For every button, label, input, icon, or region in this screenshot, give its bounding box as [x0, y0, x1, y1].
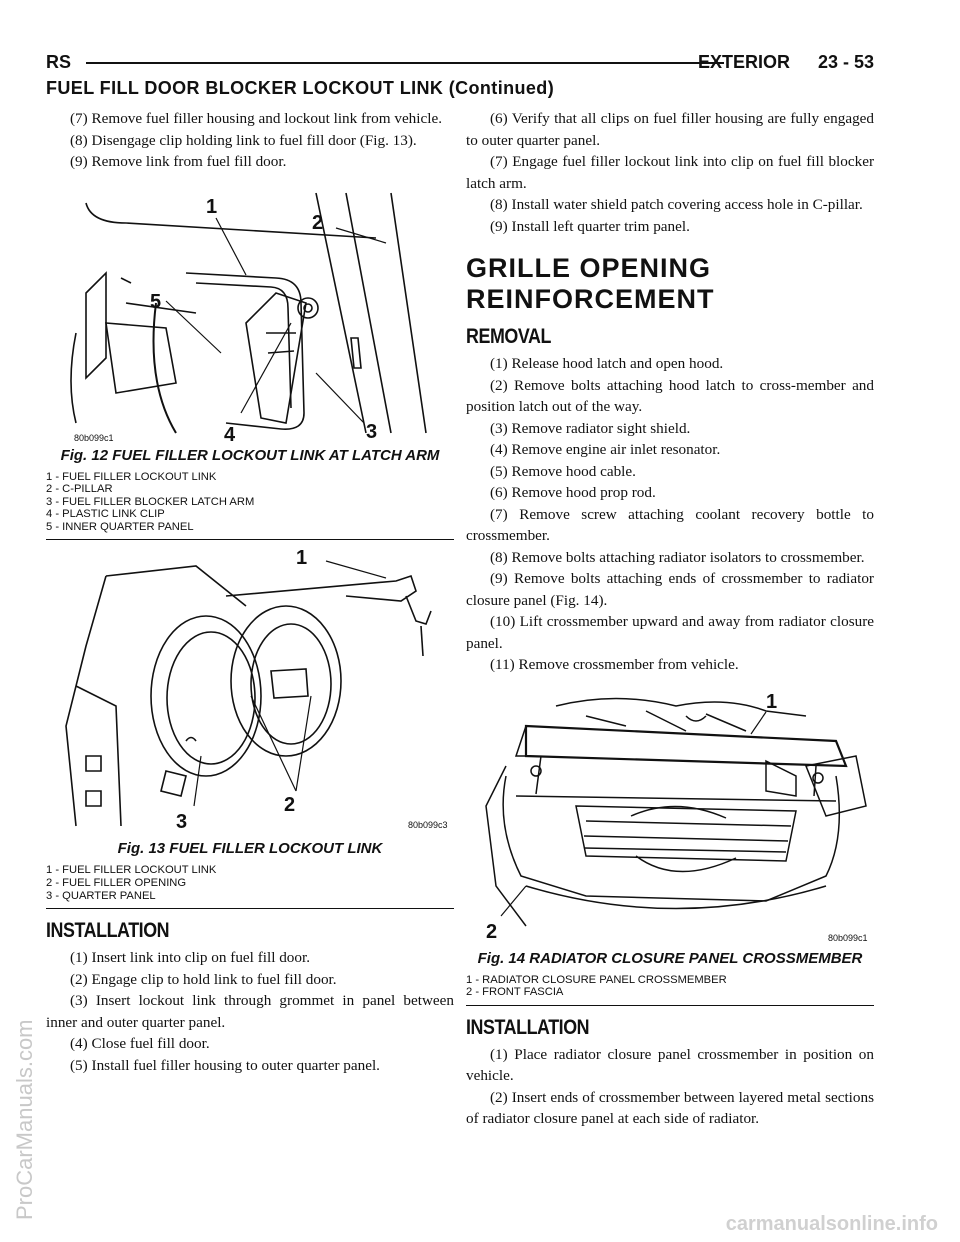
- figure-13: [46, 546, 454, 909]
- step-text: (9) Remove link from fuel fill door.: [70, 153, 287, 170]
- right-column: [466, 108, 874, 1130]
- step-text: (5) Install fuel filler housing to outer quarter panel.: [70, 1056, 380, 1074]
- legend-item: 1 - RADIATOR CLOSURE PANEL CROSSMEMBER: [466, 973, 727, 986]
- fig13-code: 80b099c3: [408, 820, 448, 831]
- step-text: (3) Insert lockout link through grommet in panel between inner and outer quarter panel.: [46, 992, 454, 1031]
- fig14-code: 80b099c1: [828, 932, 868, 943]
- legend-item: 3 - QUARTER PANEL: [46, 889, 156, 902]
- fig12-callout-1: 1: [206, 195, 218, 218]
- fig12-callout-3: 3: [366, 420, 378, 443]
- legend-item: 4 - PLASTIC LINK CLIP: [46, 508, 165, 521]
- header-rule: [86, 62, 724, 64]
- removal-heading: REMOVAL: [466, 325, 551, 348]
- fig12-code: 80b099c1: [74, 432, 114, 443]
- step-text: (2) Remove bolts attaching hood latch to cross-member and position latch out of the way.: [466, 376, 874, 415]
- legend-item: 3 - FUEL FILLER BLOCKER LATCH ARM: [46, 495, 255, 508]
- legend-item: 5 - INNER QUARTER PANEL: [46, 520, 194, 533]
- step-text: (7) Engage fuel filler lockout link into clip on fuel fill blocker latch arm.: [466, 153, 874, 192]
- step-text: (6) Remove hood prop rod.: [490, 484, 656, 501]
- step-text: (1) Insert link into clip on fuel fill door.: [70, 949, 311, 967]
- legend-item: 1 - FUEL FILLER LOCKOUT LINK: [46, 470, 217, 483]
- legend-item: 2 - FRONT FASCIA: [466, 986, 564, 999]
- step-text: (11) Remove crossmember from vehicle.: [490, 656, 739, 673]
- step-text: (4) Remove engine air inlet resonator.: [490, 441, 721, 458]
- step-text: (4) Close fuel fill door.: [70, 1035, 210, 1053]
- legend-item: 2 - FUEL FILLER OPENING: [46, 877, 187, 890]
- header-model: RS: [46, 52, 72, 72]
- legend-item: 2 - C-PILLAR: [46, 483, 113, 496]
- step-text: (1) Place radiator closure panel crossmember in position on vehicle.: [466, 1045, 874, 1085]
- fig12-legend: [46, 465, 454, 540]
- figure-14: [466, 686, 874, 1006]
- header-page-number: 23 - 53: [817, 52, 874, 72]
- step-text: (2) Engage clip to hold link to fuel fill door.: [70, 970, 337, 988]
- installation-heading: INSTALLATION: [466, 1015, 590, 1039]
- step-text: (9) Remove bolts attaching ends of crossmember to radiator closure panel (Fig. 14).: [466, 570, 874, 609]
- installation-heading: INSTALLATION: [46, 919, 170, 943]
- fig14-caption: Fig. 14 RADIATOR CLOSURE PANEL CROSSMEMBER: [477, 949, 863, 967]
- footer-watermark: carmanualsonline.info: [725, 1213, 938, 1235]
- fig13-illustration: [46, 546, 454, 838]
- fig12-caption: Fig. 12 FUEL FILLER LOCKOUT LINK AT LATCH ARM: [60, 446, 440, 464]
- step-text: (8) Remove bolts attaching radiator isolators to crossmember.: [490, 548, 865, 566]
- fig13-legend: [46, 858, 454, 908]
- step-text: (2) Insert ends of crossmember between layered metal sections of radiator closure panel at each side of radiator.: [466, 1088, 874, 1128]
- figure-12: [46, 183, 454, 541]
- step-text: (8) Install water shield patch covering access hole in C-pillar.: [490, 196, 863, 213]
- fig13-callout-3: 3: [176, 811, 188, 834]
- fig13-caption: Fig. 13 FUEL FILLER LOCKOUT LINK: [117, 840, 383, 858]
- left-column: [46, 108, 454, 1076]
- continued-title: FUEL FILL DOOR BLOCKER LOCKOUT LINK (Continued): [46, 78, 555, 98]
- fig12-illustration: [46, 183, 454, 445]
- fig13-callout-1: 1: [296, 547, 308, 570]
- fig14-callout-2: 2: [486, 920, 498, 943]
- page-header: [46, 52, 874, 74]
- step-text: (9) Install left quarter trim panel.: [490, 217, 690, 235]
- fig14-callout-1: 1: [766, 690, 778, 713]
- step-text: (10) Lift crossmember upward and away from radiator closure panel.: [466, 613, 874, 652]
- header-section: EXTERIOR: [697, 52, 790, 72]
- fig14-legend: [466, 968, 874, 1005]
- fig12-callout-5: 5: [150, 290, 162, 313]
- section-heading: GRILLE OPENING REINFORCEMENT: [466, 253, 715, 314]
- step-text: (3) Remove radiator sight shield.: [490, 419, 691, 437]
- step-text: (7) Remove fuel filler housing and lockout link from vehicle.: [70, 110, 442, 127]
- fig12-callout-4: 4: [224, 423, 236, 445]
- step-text: (8) Disengage clip holding link to fuel fill door (Fig. 13).: [70, 131, 417, 149]
- fig13-callout-2: 2: [284, 794, 296, 817]
- step-text: (1) Release hood latch and open hood.: [490, 355, 724, 372]
- step-text: (7) Remove screw attaching coolant recovery bottle to crossmember.: [466, 505, 874, 544]
- step-text: (6) Verify that all clips on fuel filler housing are fully engaged to outer quarter panel.: [466, 110, 874, 149]
- fig14-illustration: [466, 686, 874, 948]
- fig12-callout-2: 2: [312, 211, 324, 234]
- side-watermark: ProCarManuals.com: [12, 1019, 37, 1220]
- legend-item: 1 - FUEL FILLER LOCKOUT LINK: [46, 864, 217, 877]
- step-text: (5) Remove hood cable.: [490, 462, 636, 480]
